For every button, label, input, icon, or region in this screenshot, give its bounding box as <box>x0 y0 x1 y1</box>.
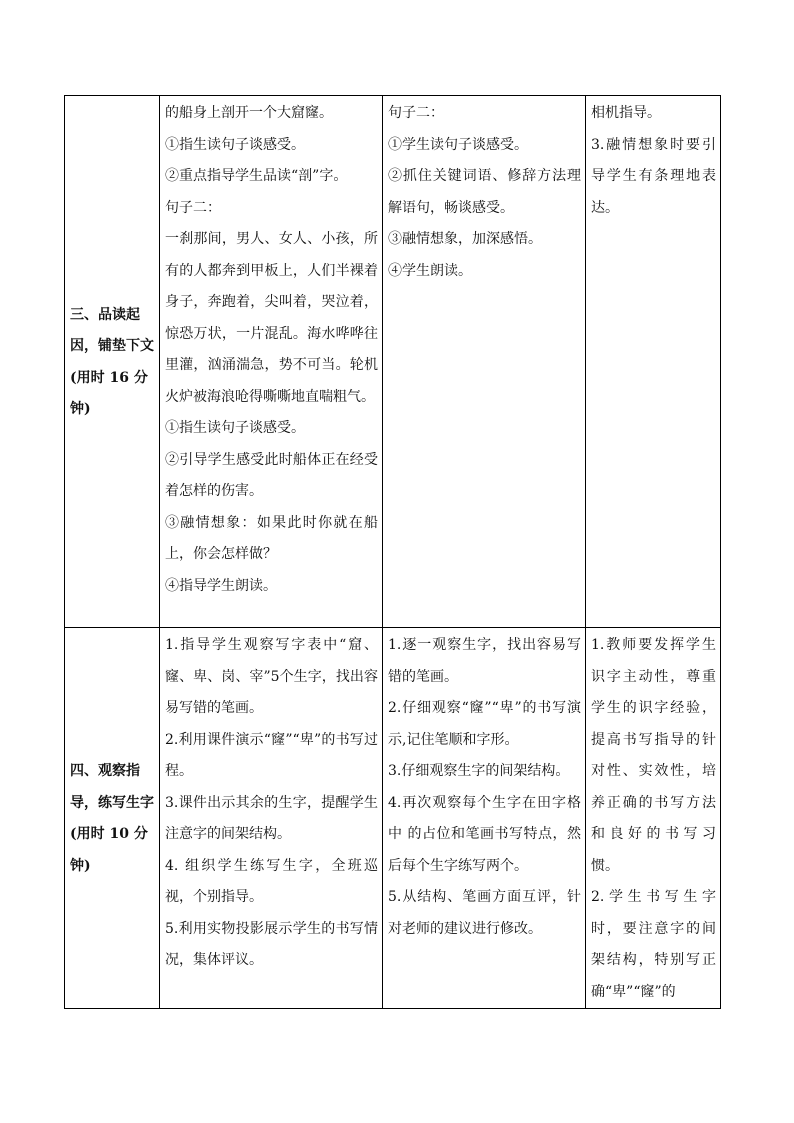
paragraph: 3.课件出示其余的生字，提醒学生注意字的间架结构。 <box>165 794 378 842</box>
paragraph: 1.逐一观察生字，找出容易写错的笔画。 <box>388 637 581 685</box>
paragraph: 1.指导学生观察写字表中“窟、窿、卑、岗、宰”5个生字，找出容易写错的笔画。 <box>165 637 378 716</box>
paragraph: 3.仔细观察生字的间架结构。 <box>388 763 570 779</box>
paragraph: ①指生读句子谈感受。 <box>165 420 305 436</box>
table-row <box>65 96 721 628</box>
paragraph: ②重点指导学生品读“剖”字。 <box>165 168 348 184</box>
stage-cell: 四、观察指导，练写生字(用时 10 分钟) <box>65 628 160 1009</box>
paragraph: ②引导学生感受此时船体正在经受着怎样的伤害。 <box>165 451 378 499</box>
paragraph: ①指生读句子谈感受。 <box>165 136 305 153</box>
paragraph: 句子二： <box>165 199 221 216</box>
paragraph: 一刹那间，男人、女人、小孩，所有的人都奔到甲板上，人们半裸着身子，奔跑着，尖叫着，哭泣着，惊恐万状，一片混乱。海水哗哗往里灌，汹涌湍急，势不可当。轮机火炉被海浪呛得嘶嘶地直喘粗气。 <box>165 231 378 405</box>
paragraph: ③融情想象：如果此时你就在船上，你会怎样做？ <box>165 514 378 562</box>
design-intent-cell <box>586 628 721 1009</box>
table-row <box>65 628 721 1009</box>
paragraph: 3.融情想象时要引导学生有条理地表达。 <box>591 136 716 216</box>
paragraph: 1.教师要发挥学生识字主动性，尊重学生的识字经验，提高书写指导的针对性、实效性，培养正确的书写方法和良好的书写习惯。 <box>591 637 716 874</box>
paragraph: ②抓住关键词语、修辞方法理解语句，畅谈感受。 <box>388 168 581 216</box>
teacher-activity-cell <box>160 628 383 1009</box>
paragraph: 4.再次观察每个生字在田字格中 的占位和笔画书写特点，然后每个生字练写两个。 <box>388 794 581 874</box>
student-activity-cell <box>383 96 586 628</box>
stage-cell: 三、品读起因，铺垫下文(用时 16 分钟) <box>65 96 160 628</box>
paragraph: 2.利用课件演示“窿”“卑”的书写过程。 <box>165 731 378 779</box>
design-intent-cell <box>586 96 721 628</box>
paragraph: ④指导学生朗读。 <box>165 577 277 594</box>
paragraph: 2.仔细观察“窿”“卑”的书写演示,记住笔顺和字形。 <box>388 700 581 748</box>
paragraph: 4. 组织学生练写生字，全班巡视，个别指导。 <box>165 857 378 905</box>
student-activity-cell <box>383 628 586 1009</box>
teacher-activity-cell <box>160 96 383 628</box>
paragraph: ①学生读句子谈感受。 <box>388 136 528 153</box>
paragraph: 句子二： <box>388 105 444 121</box>
paragraph: 5.利用实物投影展示学生的书写情况，集体评议。 <box>165 920 378 968</box>
paragraph: ④学生朗读。 <box>388 262 472 279</box>
paragraph: 5.从结构、笔画方面互评，针对老师的建议进行修改。 <box>388 889 581 937</box>
paragraph: ③融情想象，加深感悟。 <box>388 231 542 247</box>
lesson-plan-table <box>64 95 721 1009</box>
paragraph: 的船身上剖开一个大窟窿。 <box>165 105 333 121</box>
paragraph: 2.学生书写生字时，要注意字的间架结构，特别写正确“卑”“窿”的 <box>591 889 716 1000</box>
paragraph: 相机指导。 <box>591 105 661 121</box>
